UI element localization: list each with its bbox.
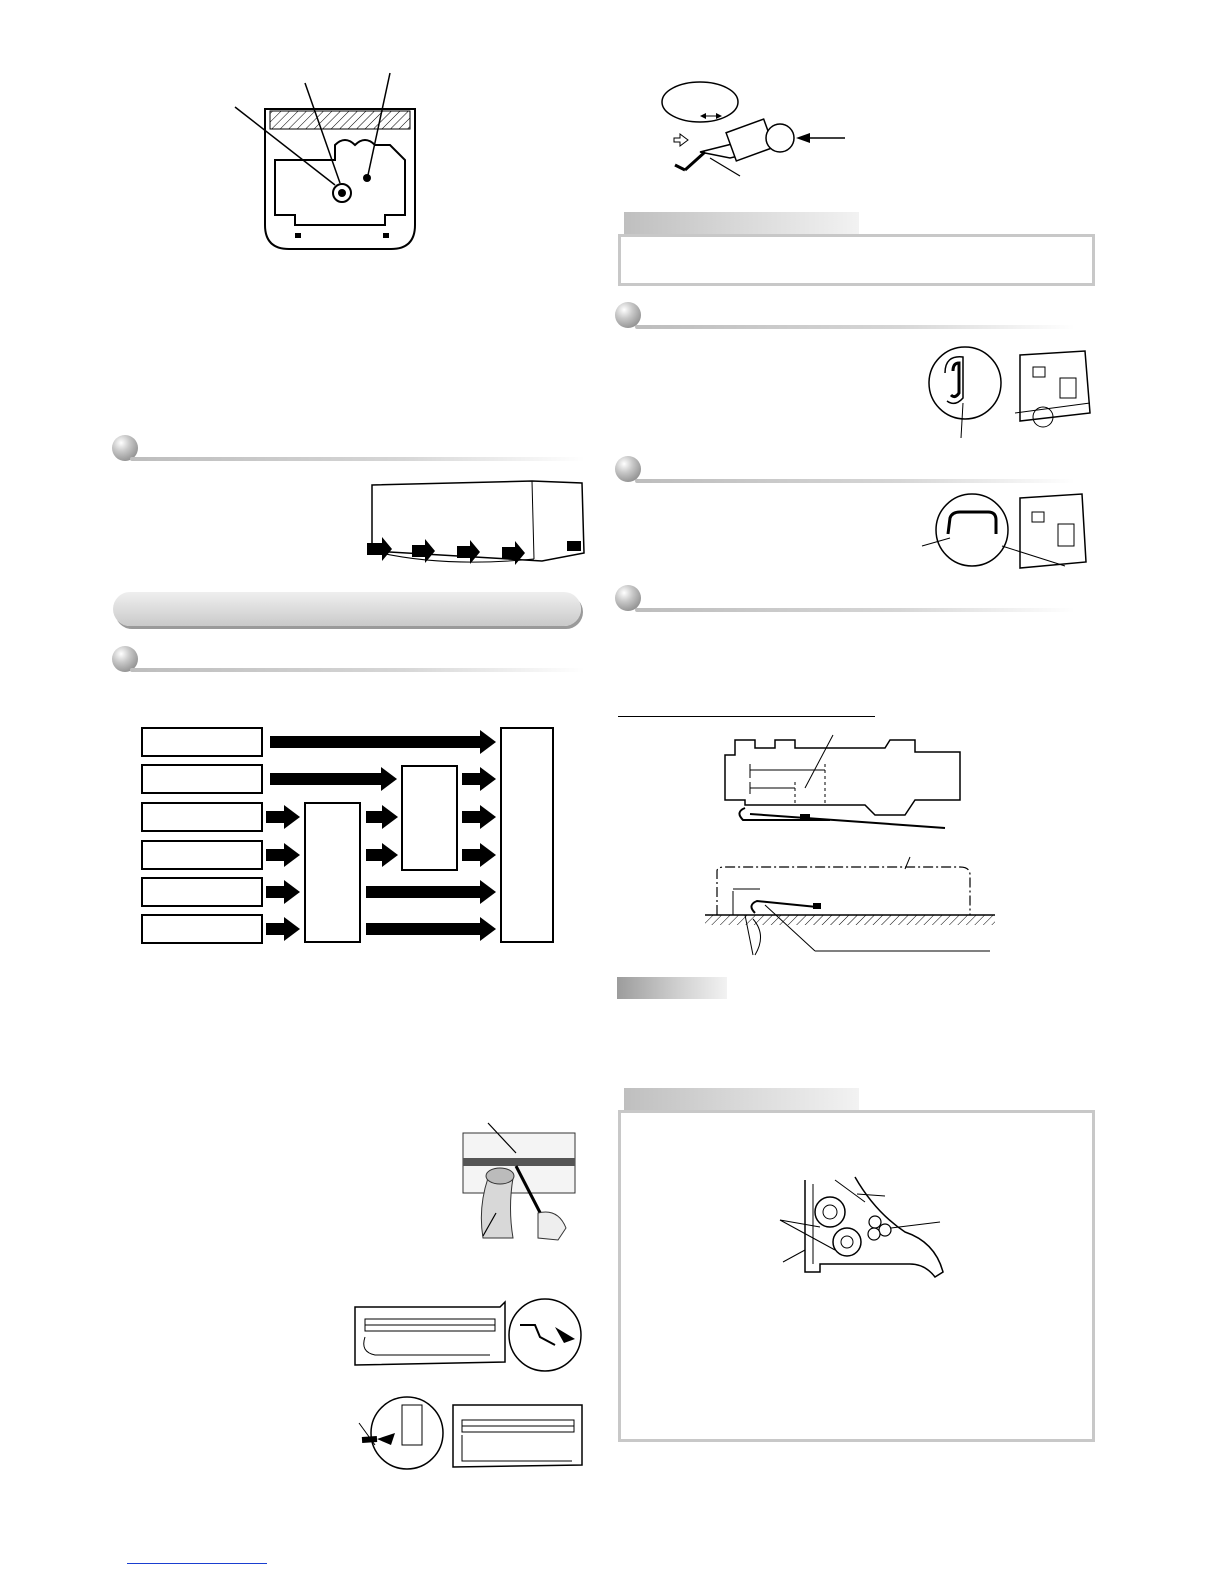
flow-arrow [366,886,482,898]
flow-arrow [270,773,383,785]
flow-arrow [266,811,286,823]
section-rule [130,457,585,461]
piping-floor-view-diagram [705,855,995,965]
flow-box [141,914,263,944]
mounting-plate-diagram [225,65,435,255]
section-rule [635,479,1075,483]
flow-arrow [266,886,286,898]
flow-arrow [462,811,482,823]
section-rule [130,668,585,672]
drain-hose-loop-diagram [920,490,1090,575]
hex-wrench-flare-diagram [660,80,860,190]
flow-arrow [366,849,384,861]
flow-arrow [462,849,482,861]
notice-panel [618,234,1095,286]
flow-box [141,877,263,907]
flow-arrow [266,849,286,861]
subheading-underline [618,716,875,717]
flow-arrow [462,773,482,785]
piping-wrap-photo [458,1118,578,1243]
section-rule [635,325,1075,329]
caution-tab [617,977,727,999]
flow-box [141,727,263,757]
flow-box [141,802,263,832]
chapter-banner [113,592,581,626]
flow-arrow [366,811,384,823]
footer-link-underline[interactable] [127,1563,267,1564]
piping-side-view-diagram [715,730,975,835]
flow-arrow [366,923,482,935]
flow-box [304,802,361,943]
piping-cross-section-diagram [775,1172,950,1287]
flow-arrow [270,736,482,748]
flow-box [141,764,263,794]
flow-box [500,727,554,943]
flow-arrow [266,923,286,935]
indoor-unit-front-diagram [362,473,587,568]
drain-hose-bend-diagram [925,343,1095,448]
flow-box [141,840,263,870]
section-rule [635,608,1075,612]
indoor-unit-rear-detail-diagram [357,1395,587,1475]
flow-box [401,765,458,871]
indoor-unit-rear-diagram [350,1297,585,1375]
